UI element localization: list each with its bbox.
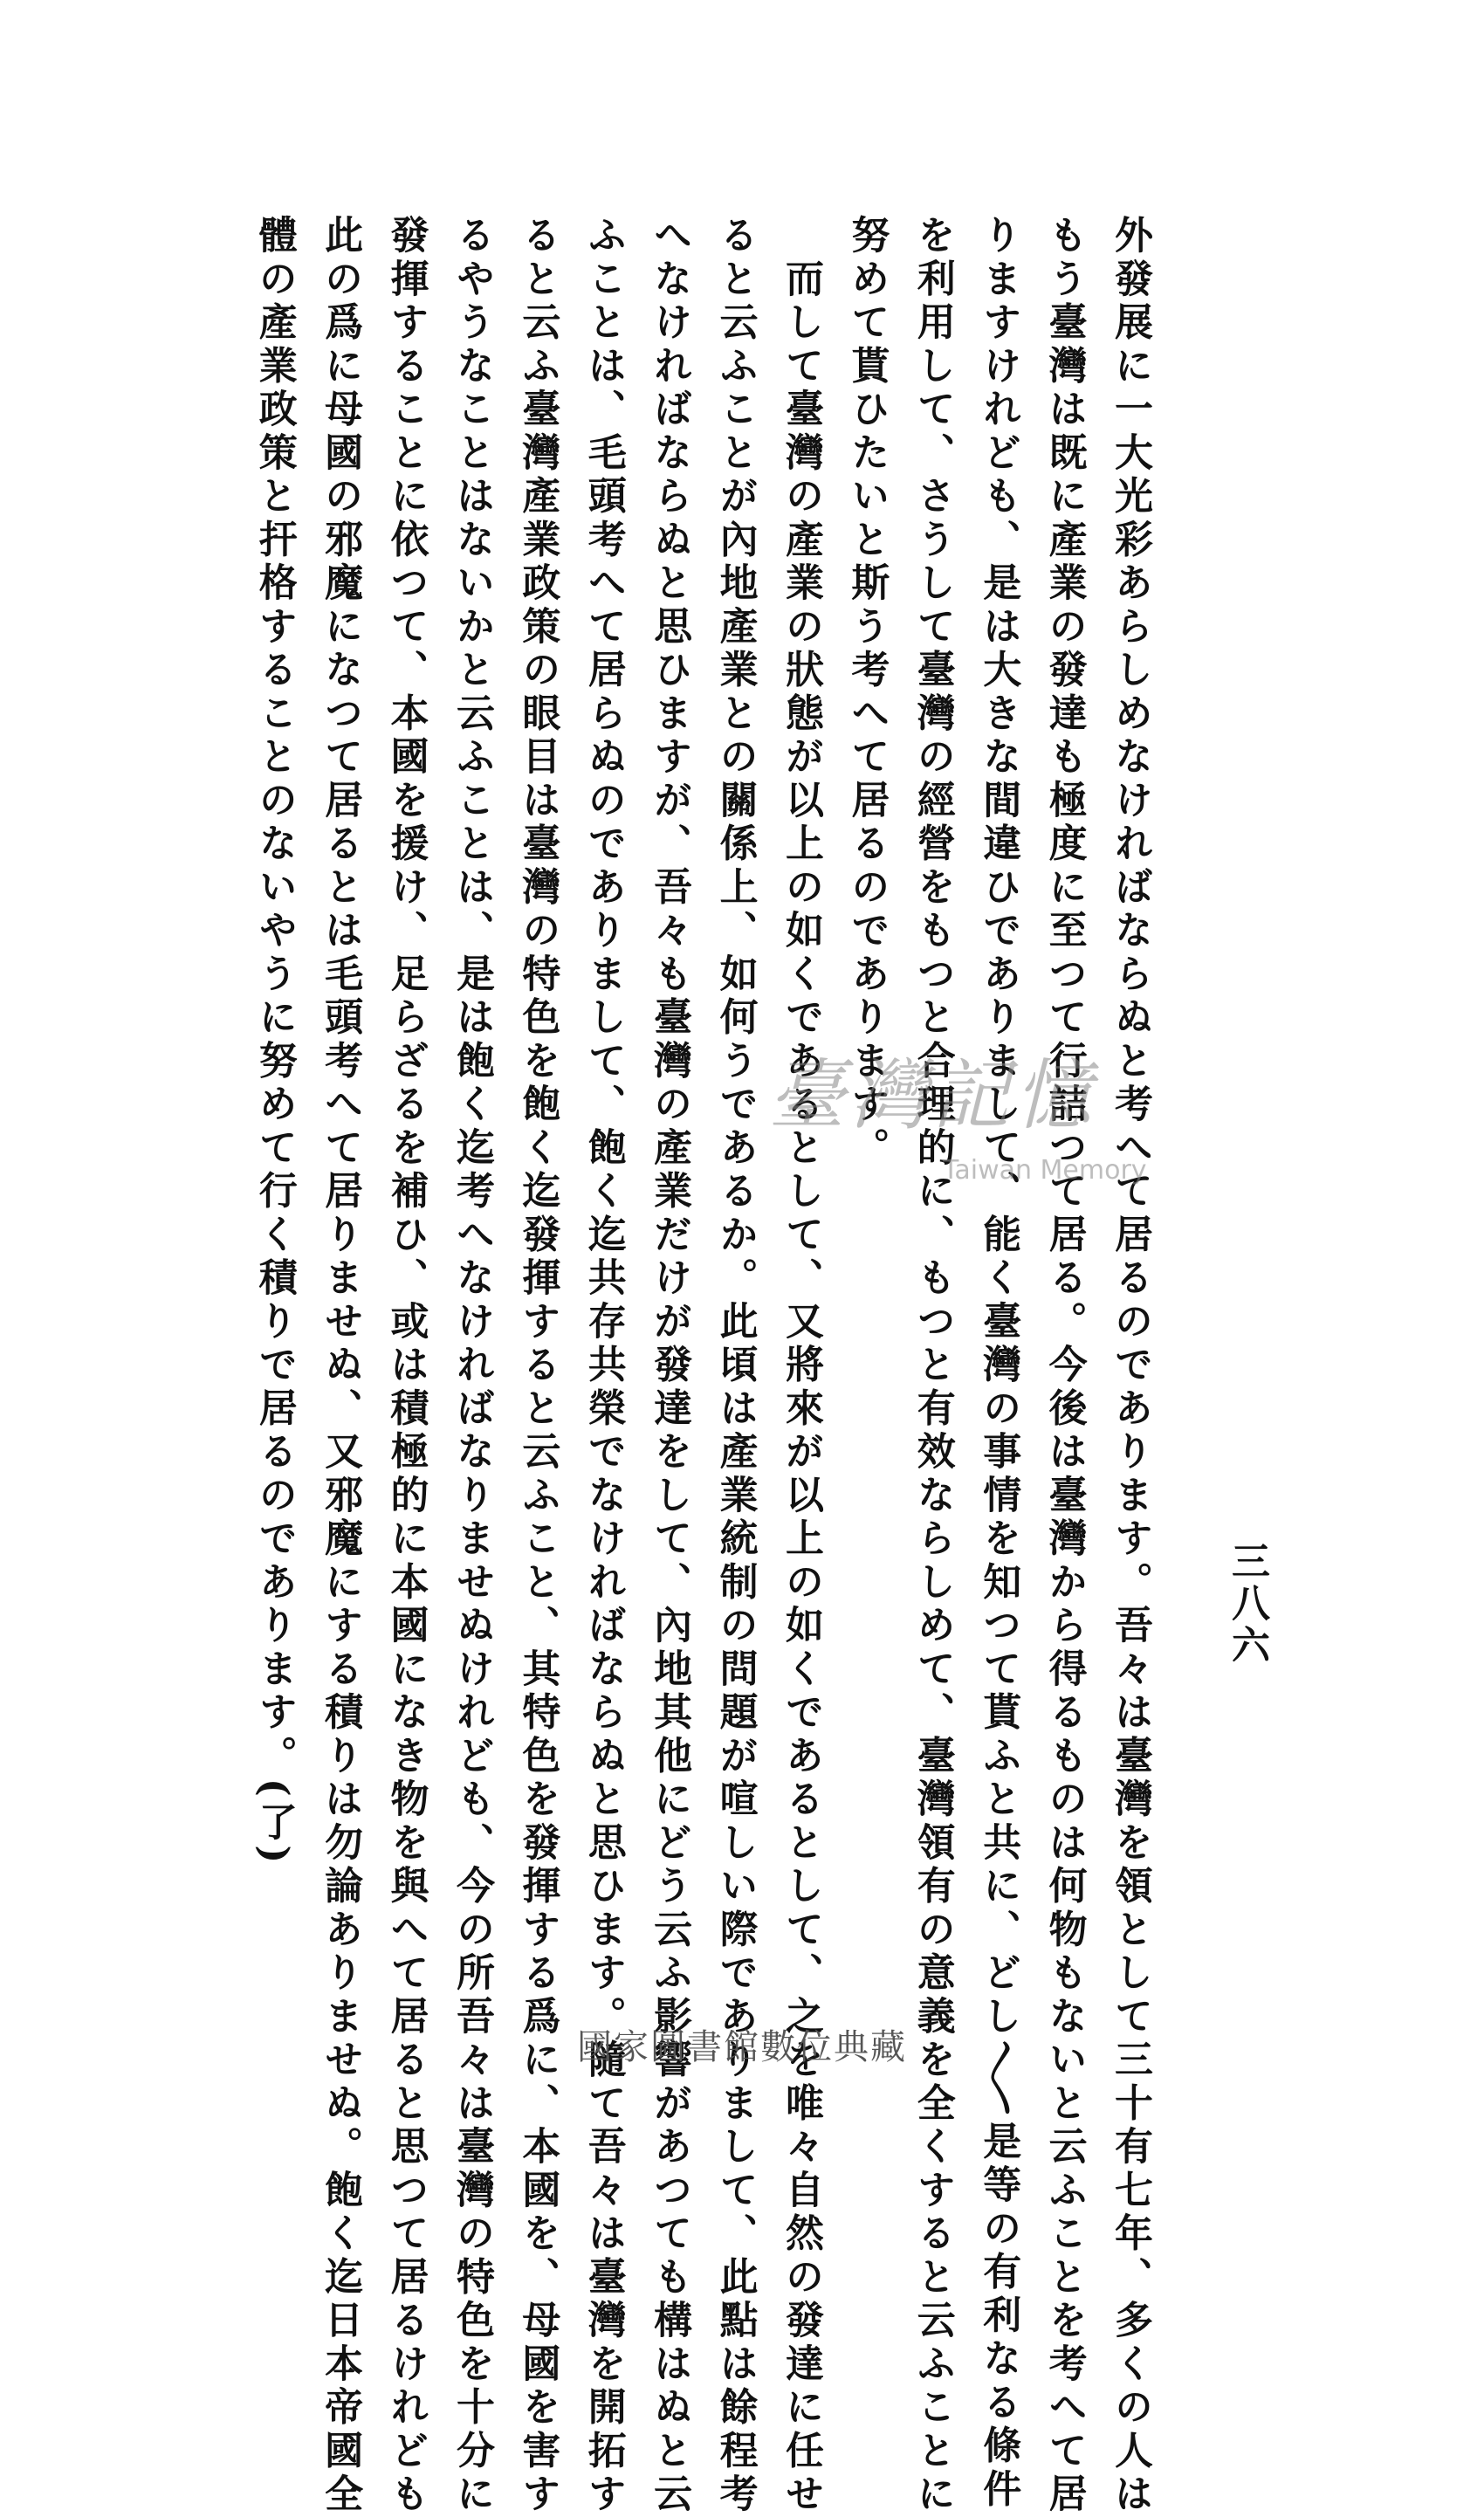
footer-source-label: 國家圖書館數位典藏 [577, 2027, 907, 2067]
watermark-title: 臺灣記憶 [768, 1050, 1097, 1140]
text-line: もう臺灣は既に產業の發達も極度に至つて行詰つて居る。今後は臺灣から得るものは何物もないと云ふことを考へて居 [1041, 215, 1087, 2517]
text-line: 發揮することに依つて、本國を援け、足らざるを補ひ、或は積極的に本國になき物を與へて居ると思つて居るけれども [383, 215, 429, 2517]
text-line: 努めて貰ひたいと斯う考へて居るのであります。 [844, 215, 890, 1171]
text-line: 此の爲に母國の邪魔になつて居るとは毛頭考へて居りませぬ、又邪魔にする積りは勿論ありませぬ。飽く迄日本帝國全 [318, 215, 363, 2517]
text-line: 外發展に一大光彩あらしめなければならぬと考へて居るのであります。吾々は臺灣を領として三十有七年、多くの人は [1108, 215, 1152, 2517]
text-line: 而して臺灣の產業の狀態が以上の如くであるとして、又將來が以上の如くであるとして、之を唯々自然の發達に任せ [778, 215, 823, 2517]
text-line: 體の產業政策と扞格することのないやうに努めて行く積りで居るのであります。(了) [251, 215, 297, 1868]
text-line: ると云ふ臺灣產業政策の眼目は臺灣の特色を飽く迄發揮すると云ふこと、其特色を發揮する爲に、本國を、母國を害す [515, 215, 560, 2517]
text-line: りますけれども、是は大きな間違ひでありまして、能く臺灣の事情を知つて貰ふと共に、どし〳〵是等の有利なる條件 [976, 215, 1021, 2512]
text-line: へなければならぬと思ひますが、吾々も臺灣の產業だけが發達をして、內地其他にどう云ふ影響があつても構はぬと云 [647, 215, 692, 2517]
text-line: ると云ふことが內地產業との關係上、如何うであるか。此頃は產業統制の問題が喧しい際でありまして、此點は餘程考 [712, 215, 758, 2517]
watermark-subtitle: Taiwan Memory [943, 1155, 1147, 1186]
text-line: を利用して、さうして臺灣の經營をもつと合理的に、もつと有效ならしめて、臺灣領有の意義を全くすると云ふことに [910, 215, 955, 2517]
page-number: 三八六 [1225, 1541, 1269, 1667]
text-line: るやうなことはないかと云ふことは、是は飽く迄考へなければなりませぬけれども、今の所吾々は臺灣の特色を十分に [449, 215, 494, 2517]
text-line: ふことは、毛頭考へて居らぬのでありまして、飽く迄共存共榮でなければならぬと思ひます。隨て吾々は臺灣を開拓す [581, 215, 626, 2517]
